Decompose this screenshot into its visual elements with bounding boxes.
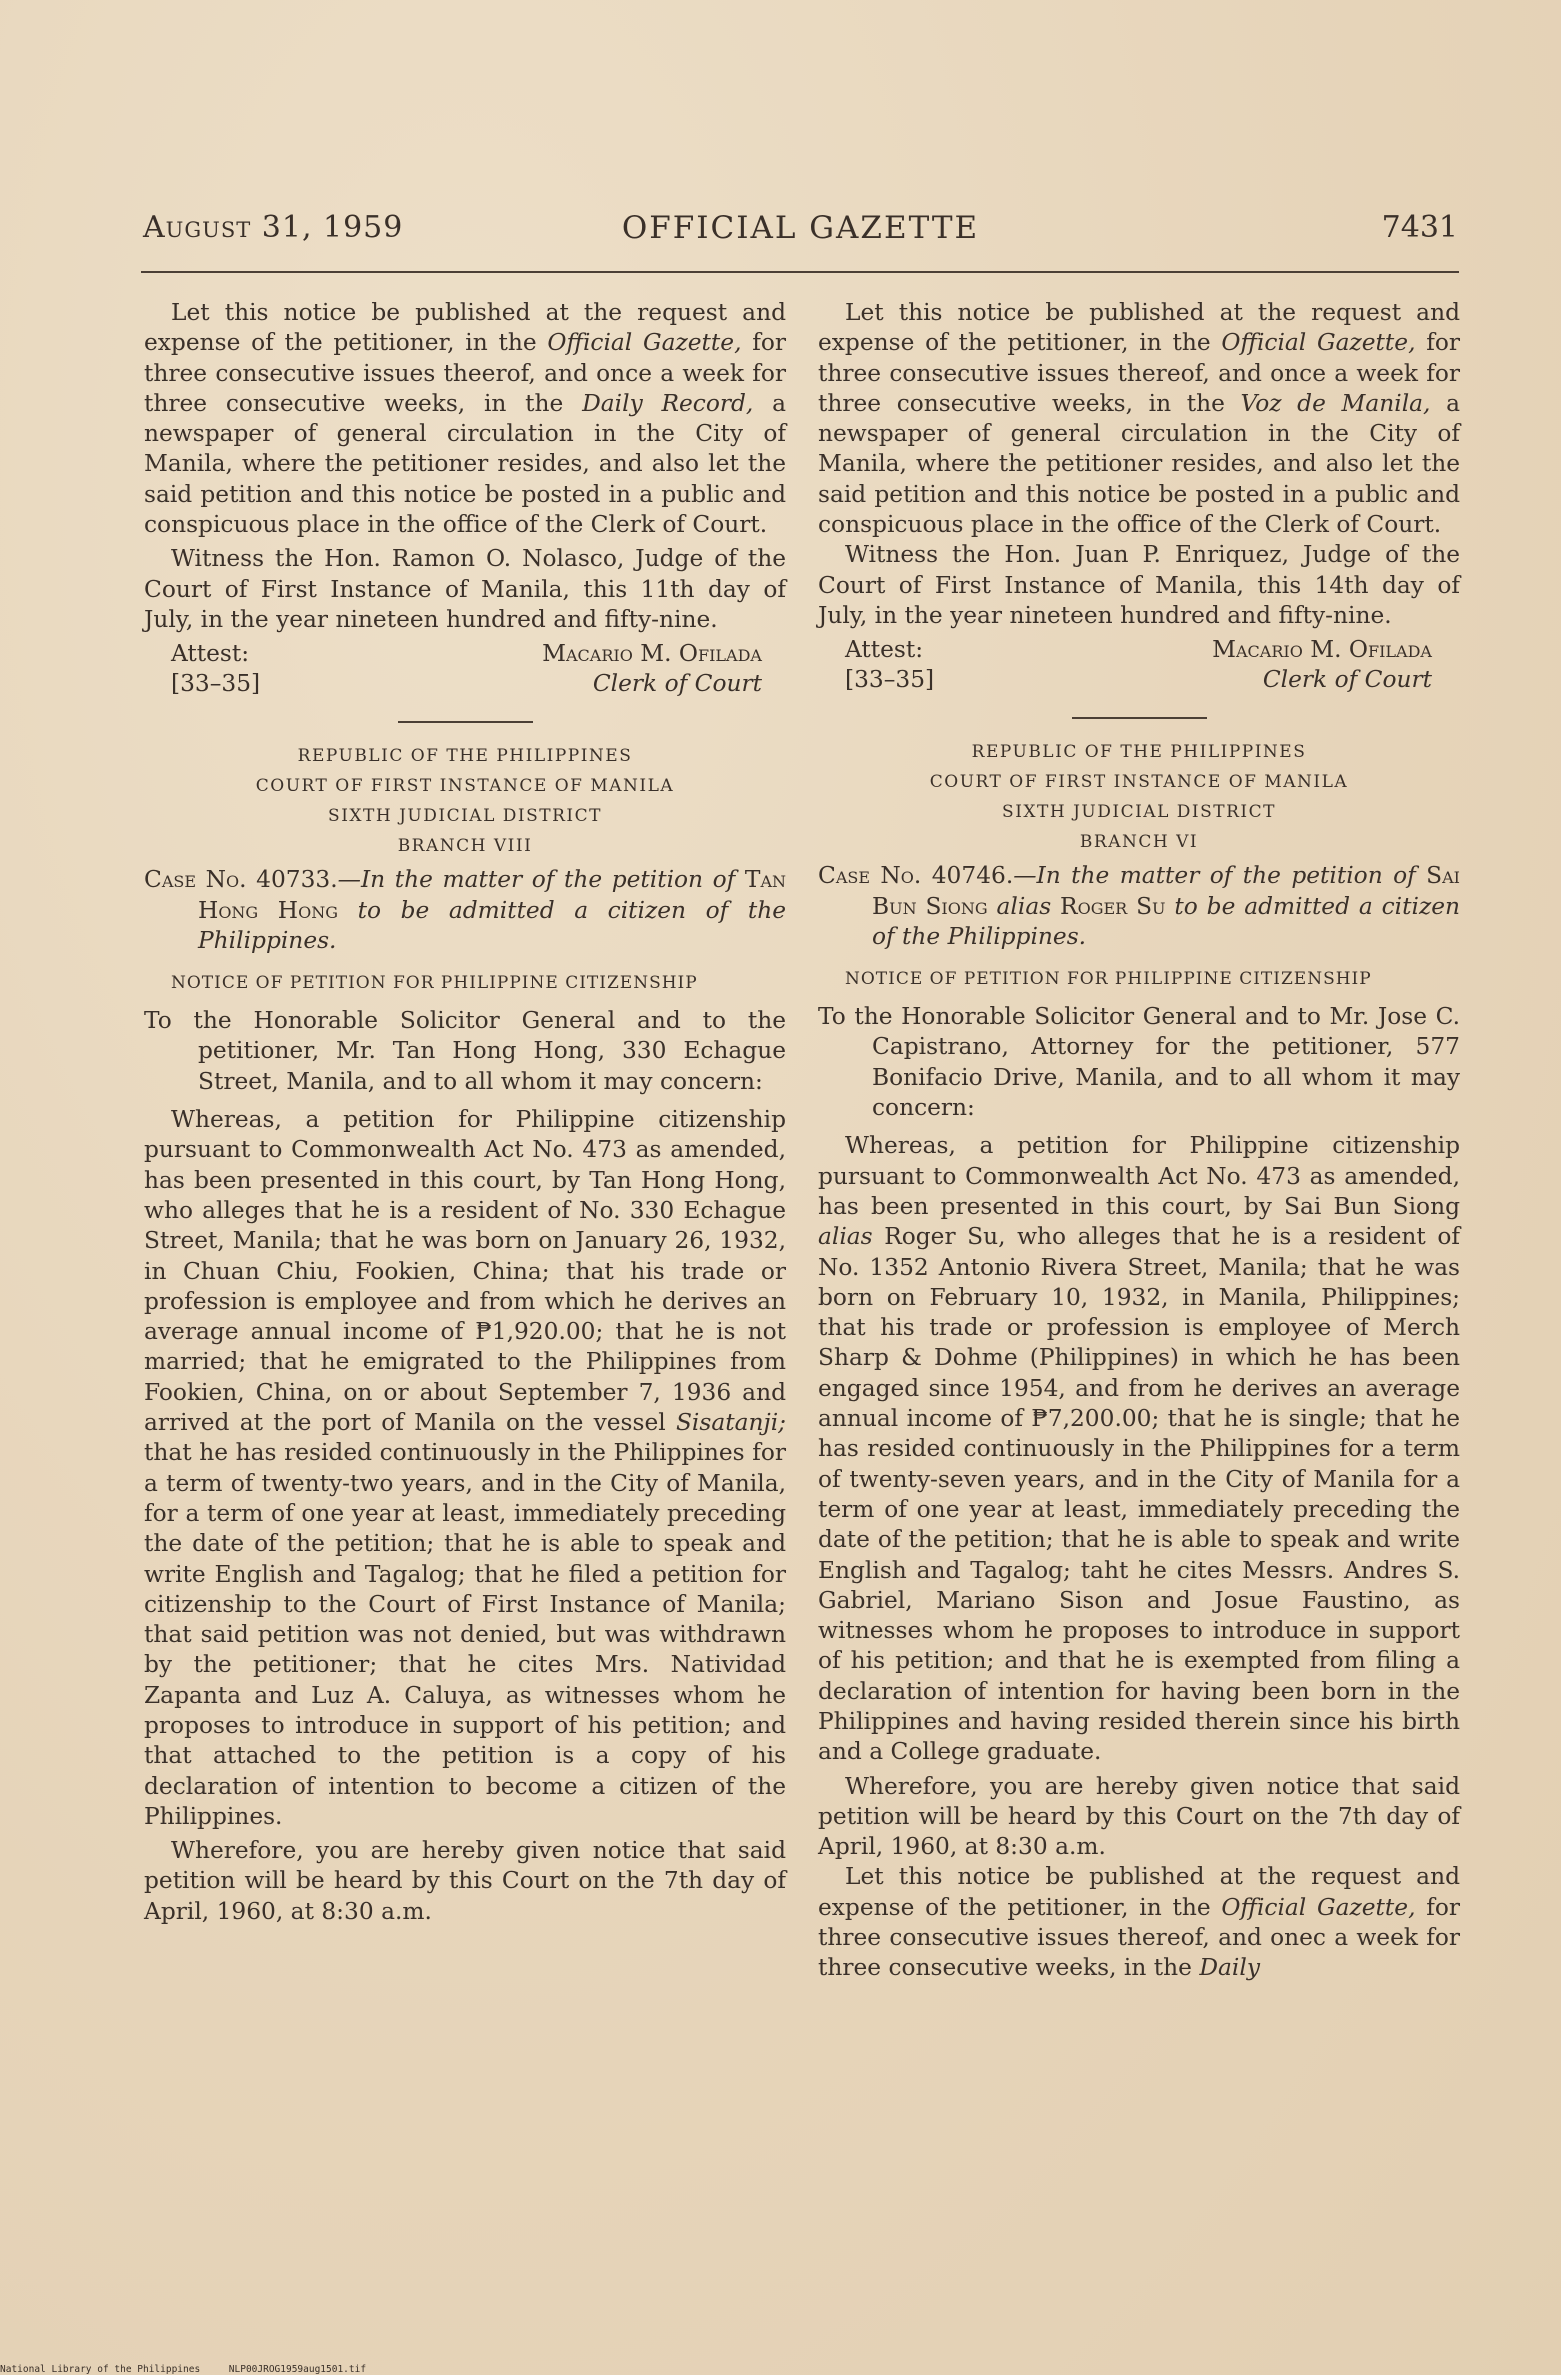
order-text: for three consecutive issues thereof, and once a week for three consecutive weeks, in the bbox=[818, 329, 1461, 417]
case-title bbox=[144, 865, 786, 956]
whereas-paragraph bbox=[144, 1105, 786, 1832]
case-purpose: to be admitted a citizen of the Philippines. bbox=[198, 896, 787, 954]
publication-order bbox=[818, 1862, 1460, 1983]
case-purpose: to be admitted a citizen of the Philippines. bbox=[872, 892, 1461, 950]
newspaper-name: Daily bbox=[1199, 1954, 1260, 1982]
case-number: Case No. 40746. bbox=[818, 862, 1014, 890]
attest-label: Attest: bbox=[845, 636, 924, 664]
page-header bbox=[143, 210, 1458, 260]
case-intro: —In the matter of the petition of bbox=[337, 866, 736, 894]
caption-line: BRANCH VIII bbox=[397, 836, 533, 857]
case-number: Case No. 40733. bbox=[144, 866, 338, 894]
alias-word: alias bbox=[996, 892, 1052, 920]
caption-line: COURT OF FIRST INSTANCE OF MANILA bbox=[255, 776, 675, 797]
whereas-paragraph bbox=[818, 1131, 1460, 1767]
issue-reference: [33–35] bbox=[845, 666, 935, 694]
case-intro: —In the matter of the petition of bbox=[1013, 862, 1416, 890]
addressees: To the Honorable Solicitor General and to Mr. Jose C. Capistrano, Attorney for the petitioner, 577 Bonifacio Drive, Manila, and to all whom it may concern: bbox=[818, 1003, 1460, 1122]
order-text: Let this notice be published at the request and expense of the petitioner, in the bbox=[818, 299, 1460, 357]
wherefore-paragraph: Wherefore, you are hereby given notice that said petition will be heard by this Court on the 7th day of April, 1960, at 8:30 a.m. bbox=[144, 1837, 786, 1925]
petitioner-name: Tan Hong Hong bbox=[198, 866, 787, 924]
caption-line: COURT OF FIRST INSTANCE OF MANILA bbox=[929, 772, 1349, 793]
issue-date: August 31, 1959 bbox=[143, 210, 404, 245]
whereas-text: Roger Su, who alleges that he is a resident of No. 1352 Antonio Rivera Street, Manila; that he was born on February 10, 1932, in Manila, Philippines; that his trade or profession is employee of Merch Sharp & Dohme (Philippines) in which he has been engaged since 1954, and from he derives an average annual income of ₱7,200.00; that he is single; that he has resided continuously in the Philippines for a term of twenty-seven years, and in the City of Manila for a term of one year at least, immediately preceding the date of the petition; that he is able to speak and write English and Tagalog; taht he cites Messrs. Andres S. Gabriel, Mariano Sison and Josue Faustino, as witnesses whom he proposes to introduce in support of his petition; and that he is exempted from filing a declaration of intention for having been born in the Philippines and having resided therein since his birth and a College graduate. bbox=[818, 1223, 1460, 1766]
addressees: To the Honorable Solicitor General and to the petitioner, Mr. Tan Hong Hong, 330 Echague Street, Manila, and to all whom it may concern: bbox=[144, 1007, 786, 1095]
publication-order-continued: Let this notice be published at the request and expense of the petitioner, in the Official Gazette, for three consecutive issues theerof, and once a week for three consecutive weeks, in the Daily Record, a newspaper of general circulation in the City of Manila, where the petitioner resides, and also let the said petition and this notice be posted in a public and conspicuous place in the office of the Clerk of Court. bbox=[144, 299, 787, 539]
attestation-block bbox=[818, 635, 1460, 695]
case-title bbox=[818, 861, 1460, 952]
witness-clause: Witness the Hon. Ramon O. Nolasco, Judge of the Court of First Instance of Manila, this 11th day of July, in the year nineteen hundred and fifty-nine. bbox=[144, 545, 786, 633]
publication-order-text: a newspaper of general circulation in the City of Manila, where the petitioner resides, and also let the said petition and this notice be posted in a public and conspicuous place in the office of the Clerk of Court. bbox=[144, 389, 786, 539]
notice-heading: NOTICE OF PETITION FOR PHILIPPINE CITIZENSHIP bbox=[171, 973, 698, 994]
clerk-name: Macario M. Ofilada bbox=[1212, 636, 1432, 664]
court-caption bbox=[144, 741, 786, 861]
gazette-name: Official Gazette, bbox=[1221, 1893, 1416, 1921]
left-column bbox=[144, 298, 786, 1927]
order-text: a newspaper of general circulation in the City of Manila, where the petitioner resides, and also let the said petition and this notice be posted in a public and conspicuous place in the office of the Clerk of Court. bbox=[818, 389, 1461, 539]
caption-line: SIXTH JUDICIAL DISTRICT bbox=[1002, 802, 1276, 823]
newspaper-name: Voz de Manila, bbox=[1240, 389, 1431, 417]
witness-clause: Witness the Hon. Juan P. Enriquez, Judge of the Court of First Instance of Manila, this 14th day of July, in the year nineteen hundred and fifty-nine. bbox=[818, 541, 1460, 629]
attestation-block bbox=[144, 639, 786, 699]
clerk-title: Clerk of Court bbox=[592, 670, 762, 698]
caption-line: REPUBLIC OF THE PHILIPPINES bbox=[297, 746, 633, 767]
section-divider bbox=[1072, 717, 1207, 719]
whereas-text: Whereas, a petition for Philippine citizenship pursuant to Commonwealth Act No. 473 as amended, has been presented in this court, by Tan Hong Hong, who alleges that he is a resident of No. 330 Echague Street, Manila; that he was born on January 26, 1932, in Chuan Chiu, Fookien, China; that his trade or profession is employee and from which he derives an average annual income of ₱1,920.00; that he is not married; that he emigrated to the Philippines from Fookien, China, on or about September 7, 1936 and arrived at the port of Manila on the vessel bbox=[144, 1106, 786, 1437]
section-divider bbox=[398, 721, 533, 723]
header-rule bbox=[141, 271, 1459, 273]
caption-line: BRANCH VI bbox=[1079, 832, 1199, 853]
caption-line: SIXTH JUDICIAL DISTRICT bbox=[328, 806, 602, 827]
caption-line: REPUBLIC OF THE PHILIPPINES bbox=[971, 742, 1307, 763]
attest-label: Attest: bbox=[171, 640, 250, 668]
publication-order bbox=[818, 298, 1460, 540]
order-text: for three consecutive issues thereof, and onec a week for three consecutive weeks, in the bbox=[818, 1893, 1461, 1982]
court-caption bbox=[818, 737, 1460, 857]
petitioner-name: Sai Bun Siong bbox=[872, 862, 1460, 920]
issue-reference: [33–35] bbox=[171, 670, 261, 698]
petitioner-alias: Roger Su bbox=[1060, 892, 1166, 920]
clerk-title: Clerk of Court bbox=[1262, 666, 1432, 694]
notice-heading: NOTICE OF PETITION FOR PHILIPPINE CITIZENSHIP bbox=[845, 969, 1372, 990]
wherefore-paragraph: Wherefore, you are hereby given notice that said petition will be heard by this Court on the 7th day of April, 1960, at 8:30 a.m. bbox=[818, 1772, 1460, 1861]
order-text: Let this notice be published at the request and expense of the petitioner, in the bbox=[818, 1863, 1460, 1921]
whereas-text: Whereas, a petition for Philippine citizenship pursuant to Commonwealth Act No. 473 as amended, has been presented in this court, by Sai Bun Siong bbox=[818, 1132, 1460, 1220]
scan-footer: National Library of the Philippines NLP00JROG1959aug1501.tif bbox=[0, 2364, 367, 2375]
clerk-name: Macario M. Ofilada bbox=[542, 640, 762, 668]
alias-word: alias bbox=[818, 1223, 873, 1251]
whereas-text: that he has resided continuously in the Philippines for a term of twenty-two years, and in the City of Manila, for a term of one year at least, immediately preceding the date of the petition; that he is able to speak and write English and Tagalog; that he filed a petition for citizenship to the Court of First Instance of Manila; that said petition was not denied, but was withdrawn by the petitioner; that he cites Mrs. Natividad Zapanta and Luz A. Caluya, as witnesses whom he proposes to introduce in support of his petition; and that attached to the petition is a copy of his declaration of intention to become a citizen of the Philippines. bbox=[144, 1439, 786, 1830]
right-column bbox=[818, 298, 1460, 1984]
page-number: 7431 bbox=[1381, 210, 1458, 245]
gazette-name: Official Gazette, bbox=[1221, 329, 1416, 357]
publication-title: OFFICIAL GAZETTE bbox=[621, 210, 980, 246]
vessel-name: Sisatanji; bbox=[675, 1409, 787, 1437]
